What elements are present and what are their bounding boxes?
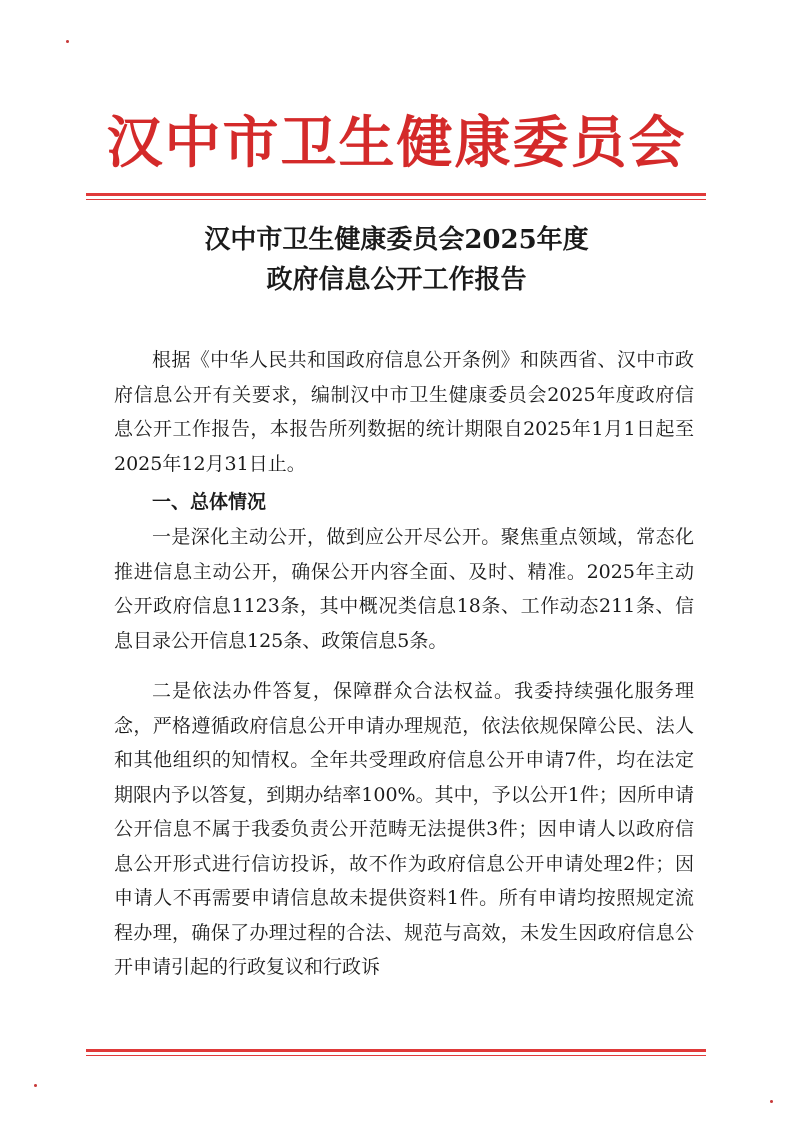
report-title-line2: 政府信息公开工作报告 [266,265,527,295]
intro-text: 根据《中华人民共和国政府信息公开条例》和陕西省、汉中市政府信息公开有关要求，编制汉中市卫生健康委员会2025年度政府信息公开工作报告，本报告所列数据的统计期限自2025年1月1日起至2025年12月31日止。 [114,349,694,475]
scan-speck [34,1084,37,1087]
paragraph-proactive-disclosure [114,520,694,658]
scan-speck [66,40,69,43]
item1-lead: 一是深化主动公开，做到应公开尽公开。 [152,526,501,548]
paragraph-request-handling-text [114,674,694,985]
header-divider-thick [86,193,706,196]
scan-speck [770,1100,773,1103]
agency-header-title: 汉中市卫生健康委员会 [106,110,687,176]
intro-paragraph [114,343,694,481]
report-title-line1: 汉中市卫生健康委员会2025年度 [204,225,589,255]
item1-body: 聚焦重点领域，常态化推进信息主动公开，确保公开内容全面、及时、精准。2025年主动公开政府信息1123条，其中概况类信息18条、工作动态211条、信息目录公开信息125条、政策信息5条。 [114,526,694,652]
section-heading: 一、总体情况 [152,491,267,513]
item2-lead: 二是依法办件答复，保障群众合法权益。 [152,680,515,702]
item2-body: 我委持续强化服务理念，严格遵循政府信息公开申请办理规范，依法依规保障公民、法人和其他组织的知情权。全年共受理政府信息公开申请7件，均在法定期限内予以答复，到期办结率100%。其中，予以公开1件；因所申请公开信息不属于我委负责公开范畴无法提供3件；因申请人以政府信息公开形式进行信访投诉，故不作为政府信息公开申请处理2件；因申请人不再需要申请信息故未提供资料1件。所有申请均按照规定流程办理，确保了办理过程的合法、规范与高效，未发生因政府信息公开申请引起的行政复议和行政诉 [114,680,694,978]
footer-divider-thin [86,1055,706,1056]
paragraph-request-handling [114,674,694,985]
paragraph-proactive-disclosure-text [114,520,694,658]
footer-divider-thick [86,1049,706,1052]
header-divider-thin [86,199,706,200]
